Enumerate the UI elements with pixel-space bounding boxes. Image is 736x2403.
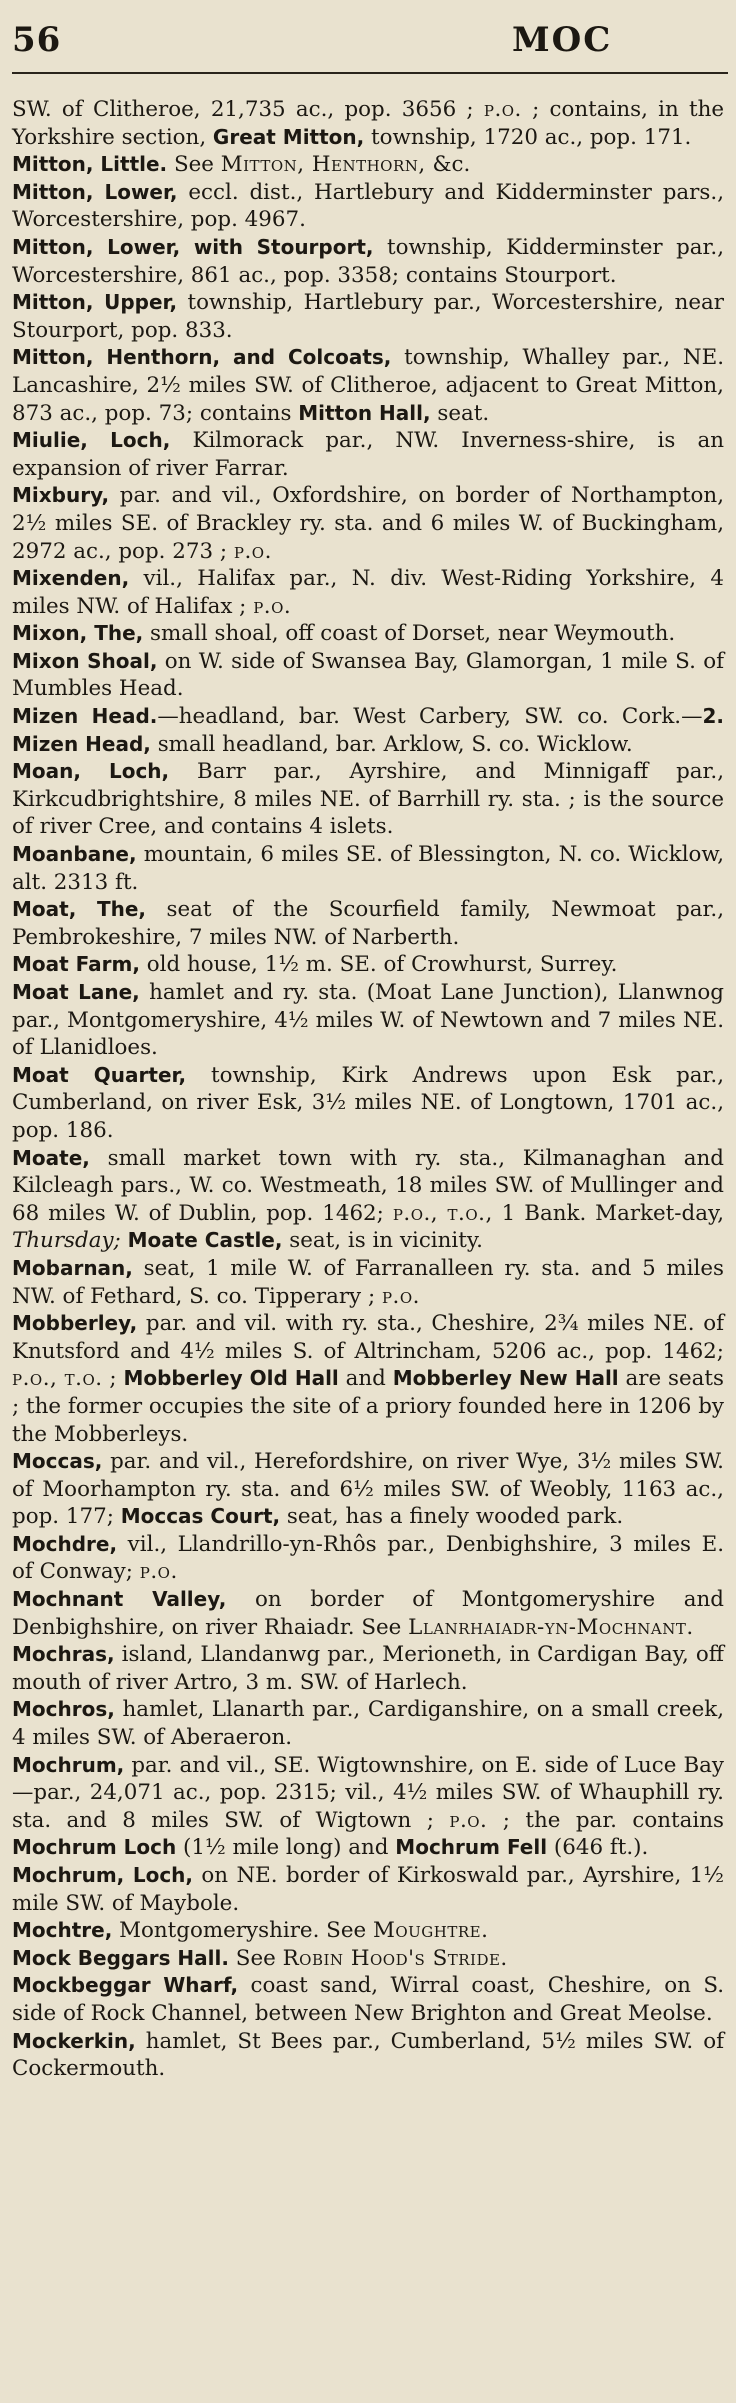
entry-text: hamlet, St Bees par., Cumberland, 5½ miles SW. of Cockermouth. xyxy=(12,2028,724,2082)
gazetteer-entry xyxy=(12,96,724,151)
entry-headword: Mixbury, xyxy=(12,483,110,508)
entry-text: township, Hartlebury par., Worcestershire, near Stourport, pop. 833. xyxy=(12,290,724,343)
entry-text: on NE. border of Kirkoswald par., Ayrshire, 1½ mile SW. of Maybole. xyxy=(12,1863,724,1916)
entry-text: old house, 1½ m. SE. of Crowhurst, Surrey. xyxy=(139,952,618,978)
entry-headword: Mizen Head. xyxy=(12,704,158,729)
gazetteer-entry xyxy=(12,2028,724,2083)
entry-text: on border of Montgomeryshire and Denbighshire, on river Rhaiadr. See xyxy=(12,1587,724,1640)
entry-text: township, Kidderminster par., Worcestershire, 861 ac., pop. 3358; contains Stourport. xyxy=(12,234,725,288)
gazetteer-entry xyxy=(12,841,724,896)
entry-headword: Moat, The, xyxy=(12,897,146,922)
gazetteer-entry xyxy=(12,1641,724,1696)
entry-text: small headland, bar. Arklow, S. co. Wicklow. xyxy=(150,731,633,757)
entry-text: vil., Llandrillo-yn-Rhôs par., Denbighshire, 3 miles E. of Conway; xyxy=(12,1531,724,1585)
gazetteer-entry xyxy=(12,1862,724,1917)
entry-text: seat of the Scourfield family, Newmoat par., Pembrokeshire, 7 miles NW. of Narberth. xyxy=(12,897,724,950)
entry-text: par. and vil., Oxfordshire, on border of Northampton, 2½ miles SE. of Brackley ry. sta. and 6 miles W. of Buckingham, 2972 ac., pop. 273 ; xyxy=(12,483,724,564)
entry-text: ; xyxy=(102,1366,124,1392)
entry-text: Thursday; xyxy=(12,1228,121,1254)
entry-headword: Mochdre, xyxy=(12,1531,118,1556)
entry-headword: Mockerkin, xyxy=(12,2028,136,2053)
entry-headword: Great Mitton, xyxy=(212,124,365,149)
entry-headword: Mitton Hall, xyxy=(298,400,431,425)
entry-headword: Mochras, xyxy=(12,1642,115,1667)
entry-headword: Mochros, xyxy=(12,1697,115,1722)
running-head: MOC xyxy=(512,20,613,60)
gazetteer-entry xyxy=(12,1062,724,1145)
entry-text: township, Whalley par., NE. Lancashire, 2½ miles SW. of Clitheroe, adjacent to Great Mitton, 873 ac., pop. 73; contains xyxy=(12,345,724,426)
entry-headword: Moate, xyxy=(12,1145,90,1170)
gazetteer-entry xyxy=(12,1310,724,1448)
entry-text: See xyxy=(167,152,221,178)
entry-text: Moughtre. xyxy=(372,1918,489,1944)
entry-text: hamlet and ry. sta. (Moat Lane Junction), Llanwnog par., Montgomeryshire, 4½ miles W. of Newtown and 7 miles NE. of Llanidloes. xyxy=(12,980,724,1061)
header-rule xyxy=(12,72,728,74)
gazetteer-entry xyxy=(12,234,724,289)
gazetteer-entry xyxy=(12,179,724,234)
entry-text: Mitton, Henthorn, xyxy=(220,152,426,178)
entry-headword: Moat Farm, xyxy=(12,952,140,977)
entry-text: seat, has a finely wooded park. xyxy=(280,1504,624,1530)
entry-text: par. and vil., Herefordshire, on river Wye, 3½ miles SW. of Moorhampton ry. sta. and 6½ miles SW. of Weobly, 1163 ac., pop. 177; xyxy=(12,1449,724,1530)
entry-text: hamlet, Llanarth par., Cardiganshire, on a small creek, 4 miles SW. of Aberaeron. xyxy=(12,1697,724,1751)
entry-text: p.o. xyxy=(233,538,272,564)
entry-text: p.o. xyxy=(253,593,292,619)
entry-text: small shoal, off coast of Dorset, near Weymouth. xyxy=(143,621,676,647)
entry-headword: Moan, Loch, xyxy=(12,759,170,784)
entry-text: township, 1720 ac., pop. 171. xyxy=(364,124,692,150)
gazetteer-entry xyxy=(12,648,724,703)
entry-text: and xyxy=(338,1366,393,1392)
entry-headword: 2. Mizen Head, xyxy=(12,704,724,756)
gazetteer-entry xyxy=(12,703,724,758)
gazetteer-entry xyxy=(12,1448,724,1531)
entry-text: p.o. xyxy=(139,1559,178,1585)
entry-headword: Mitton, Little. xyxy=(12,152,168,177)
entry-headword: Mitton, Lower, xyxy=(12,179,178,204)
gazetteer-entry xyxy=(12,1917,724,1945)
entry-text: p.o. xyxy=(381,1283,420,1309)
entry-text: seat. xyxy=(430,400,490,426)
entry-headword: Moccas Court, xyxy=(120,1504,281,1529)
gazetteer-entry xyxy=(12,1752,724,1862)
entry-headword: Mixon, The, xyxy=(12,621,144,646)
entry-text: Kilmorack par., NW. Inverness-shire, is an expansion of river Farrar. xyxy=(12,428,724,481)
entry-headword: Mixenden, xyxy=(12,566,130,591)
gazetteer-entry xyxy=(12,979,724,1062)
entry-text: Llanrhaiadr-yn-Mochnant. xyxy=(408,1614,694,1640)
gazetteer-entry xyxy=(12,951,724,979)
gazetteer-entry xyxy=(12,344,724,427)
entry-headword: Mobarnan, xyxy=(12,1255,133,1280)
entry-text: on W. side of Swansea Bay, Glamorgan, 1 mile S. of Mumbles Head. xyxy=(12,648,724,702)
entry-headword: Mitton, Henthorn, and Colcoats, xyxy=(12,345,392,370)
entry-text: (1½ mile long) and xyxy=(176,1835,396,1861)
entry-text: Barr par., Ayrshire, and Minnigaff par., Kirkcudbrightshire, 8 miles NE. of Barrhill ry. sta. ; is the source of river Cree, and contains 4 islets. xyxy=(12,759,724,840)
gazetteer-entry xyxy=(12,427,724,482)
gazetteer-entry xyxy=(12,1145,724,1255)
entry-text: p.o. xyxy=(449,1807,488,1833)
gazetteer-entry xyxy=(12,1972,724,2027)
entry-headword: Moate Castle, xyxy=(127,1228,283,1253)
entry-text: vil., Halifax par., N. div. West-Riding Yorkshire, 4 miles NW. of Halifax ; xyxy=(12,566,724,619)
entry-text: SW. of Clitheroe, 21,735 ac., pop. 3656 ; xyxy=(12,97,484,122)
entry-headword: Moat Quarter, xyxy=(12,1062,187,1087)
entry-text: are seats ; the former occupies the site of a priory founded here in 1206 by the Mobberleys. xyxy=(12,1366,724,1447)
entry-text: mountain, 6 miles SE. of Blessington, N. co. Wicklow, alt. 2313 ft. xyxy=(12,842,724,895)
entry-headword: Mochrum Fell xyxy=(395,1835,548,1860)
gazetteer-entry xyxy=(12,1531,724,1586)
entry-text: par. and vil. with ry. sta., Cheshire, 2¾ miles NE. of Knutsford and 4½ miles S. of Altrincham, 5206 ac., pop. 1462; xyxy=(12,1311,724,1364)
entry-headword: Mitton, Upper, xyxy=(12,290,178,315)
gazetteer-entry xyxy=(12,482,724,565)
entry-text: eccl. dist., Hartlebury and Kidderminster pars., Worcestershire, pop. 4967. xyxy=(12,179,724,233)
page-header xyxy=(12,0,728,72)
entry-headword: Mochrum, xyxy=(12,1752,125,1777)
entry-text: Montgomeryshire. See xyxy=(112,1918,373,1944)
gazetteer-entry xyxy=(12,1586,724,1641)
gazetteer-entry xyxy=(12,620,724,648)
entry-headword: Mockbeggar Wharf, xyxy=(12,1973,239,1998)
entry-headword: Mixon Shoal, xyxy=(12,648,158,673)
entry-text: township, Kirk Andrews upon Esk par., Cumberland, on river Esk, 3½ miles NE. of Longtown, 1701 ac., pop. 186. xyxy=(12,1062,724,1143)
gazetteer-entry xyxy=(12,1255,724,1310)
entry-text: Robin Hood's Stride. xyxy=(282,1945,508,1971)
entry-text: &c. xyxy=(425,152,471,178)
entry-headword: Mobberley New Hall xyxy=(392,1366,619,1391)
gazetteer-entry xyxy=(12,1696,724,1751)
gazetteer-entry xyxy=(12,289,724,344)
entry-headword: Mochnant Valley, xyxy=(12,1587,227,1612)
entry-text: par. and vil., SE. Wigtownshire, on E. side of Luce Bay—par., 24,071 ac., pop. 2315; vil., 4½ miles SW. of Whauphill ry. sta. and 8 miles SW. of Wigtown ; xyxy=(12,1752,724,1833)
entry-text: seat, 1 mile W. of Farranalleen ry. sta. and 5 miles NW. of Fethard, S. co. Tipperary ; xyxy=(12,1255,724,1309)
entry-text: p.o. xyxy=(483,97,522,122)
gazetteer-entry xyxy=(12,896,724,951)
entry-text: (646 ft.). xyxy=(547,1835,649,1861)
entry-headword: Moanbane, xyxy=(12,842,137,867)
entry-text: 1 Bank. Market-day, xyxy=(492,1200,724,1226)
entry-text: small market town with ry. sta., Kilmanaghan and Kilcleagh pars., W. co. Westmeath, 18 miles SW. of Mullinger and 68 miles W. of Dublin, pop. 1462; xyxy=(12,1145,724,1226)
gazetteer-entry xyxy=(12,758,724,841)
entry-headword: Mock Beggars Hall. xyxy=(12,1945,229,1970)
entry-headword: Mochrum, Loch, xyxy=(12,1863,194,1887)
entry-headword: Mitton, Lower, with Stourport, xyxy=(12,234,374,259)
entry-headword: Mobberley Old Hall xyxy=(123,1366,339,1391)
page-number: 56 xyxy=(12,20,62,60)
gazetteer-entry xyxy=(12,1945,724,1973)
entry-text: p.o., t.o. xyxy=(12,1366,103,1392)
entry-headword: Mochrum Loch xyxy=(12,1835,177,1860)
entry-text xyxy=(121,1228,128,1253)
entry-text: —headland, bar. West Carbery, SW. co. Cork.— xyxy=(157,704,703,730)
entry-text: coast sand, Wirral coast, Cheshire, on S. side of Rock Channel, between New Brighton and Great Meolse. xyxy=(12,1973,725,2026)
entry-text: ; the par. contains xyxy=(487,1807,724,1833)
entry-headword: Mobberley, xyxy=(12,1311,138,1336)
entry-text: island, Llandanwg par., Merioneth, in Cardigan Bay, off mouth of river Artro, 3 m. SW. of Harlech. xyxy=(12,1642,724,1695)
entry-headword: Moat Lane, xyxy=(12,980,140,1004)
entry-text: p.o., t.o., xyxy=(392,1200,493,1226)
entry-text: See xyxy=(228,1945,283,1971)
entry-headword: Moccas, xyxy=(12,1449,103,1474)
gazetteer-entry xyxy=(12,151,724,179)
entry-headword: Miulie, Loch, xyxy=(12,428,171,453)
entry-text: seat, is in vicinity. xyxy=(282,1228,483,1254)
entry-text: ; contains, in the Yorkshire section, xyxy=(12,97,725,150)
entry-headword: Mochtre, xyxy=(12,1918,113,1943)
gazetteer-entries xyxy=(12,96,724,2083)
gazetteer-entry xyxy=(12,565,724,620)
